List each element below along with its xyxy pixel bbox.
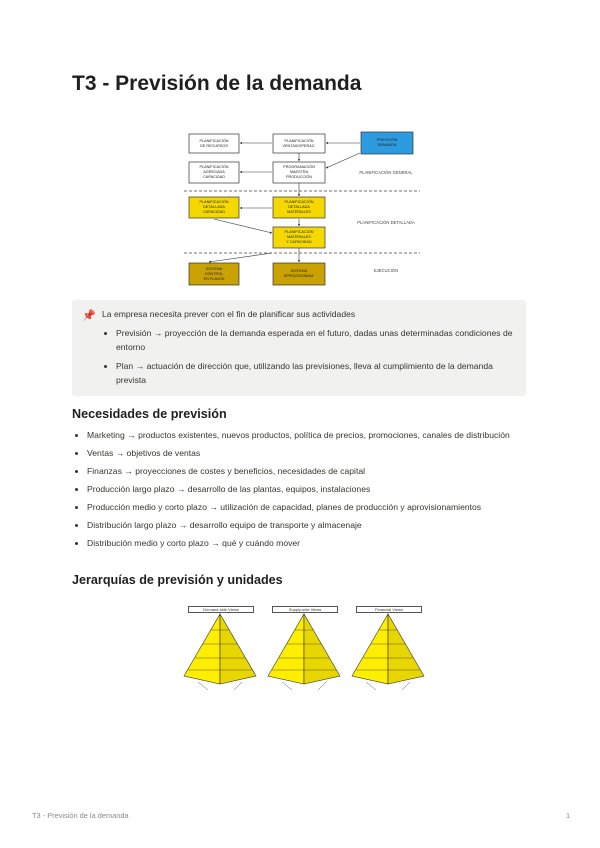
list-item: • Distribución largo plazo → desarrollo equipo de transporte y almacenaje <box>87 519 541 532</box>
svg-text:DEMANDA: DEMANDA <box>377 143 397 147</box>
flow-box <box>189 263 239 285</box>
svg-text:PLANIFICACIÓN: PLANIFICACIÓN <box>199 200 229 204</box>
flow-box <box>273 263 325 285</box>
list-item: • Finanzas → proyecciones de costes y beneficios, necesidades de capital <box>87 465 541 478</box>
level-label: EJECUCIÓN <box>373 268 399 273</box>
svg-text:MATERIALES: MATERIALES <box>287 210 311 214</box>
list-item: • Previsión → proyección de la demanda esperada en el futuro, dadas unas determinadas condiciones de entorno <box>116 326 520 354</box>
callout-box <box>72 300 526 396</box>
list-item: • Producción medio y corto plazo → utilización de capacidad, planes de producción y aprovisionamientos <box>87 501 541 514</box>
section-heading: Necesidades de previsión <box>72 407 227 421</box>
svg-text:PLANIFICACIÓN: PLANIFICACIÓN <box>284 230 314 234</box>
svg-text:CONTROL: CONTROL <box>204 272 224 276</box>
pyramid-diagram <box>262 604 346 694</box>
flowchart-diagram <box>184 128 420 290</box>
pyramid-title: Supply-side Views <box>272 606 338 613</box>
svg-text:PREVISIÓN: PREVISIÓN <box>376 138 398 142</box>
flow-box-forecast <box>361 132 413 154</box>
svg-text:MAESTRA: MAESTRA <box>289 170 309 174</box>
svg-text:PLANIFICACIÓN: PLANIFICACIÓN <box>199 139 229 143</box>
list-item: • Producción largo plazo → desarrollo de las plantas, equipos, instalaciones <box>87 483 541 496</box>
needs-list <box>72 429 541 555</box>
svg-text:CAPACIDAD: CAPACIDAD <box>203 175 225 179</box>
svg-text:PROGRAMACIÓN: PROGRAMACIÓN <box>283 165 315 169</box>
flow-box <box>273 134 325 153</box>
svg-text:VENTAS/OPERAC.: VENTAS/OPERAC. <box>282 144 316 148</box>
svg-text:AGREGADA: AGREGADA <box>203 170 225 174</box>
flow-box <box>273 162 325 183</box>
list-item: • Marketing → productos existentes, nuevos productos, política de precios, promociones, canales de distribución <box>87 429 541 442</box>
svg-text:PLANIFICACIÓN: PLANIFICACIÓN <box>284 139 314 143</box>
page-title: T3 - Previsión de la demanda <box>72 72 362 95</box>
flow-box <box>189 162 239 183</box>
list-item: • Plan → actuación de dirección que, utilizando las previsiones, lleva al cumplimiento de la demanda prevista <box>116 359 520 387</box>
footer-title: T3 - Previsión de la demanda <box>32 811 129 820</box>
svg-text:EN PLANTA: EN PLANTA <box>203 277 225 281</box>
svg-text:MATERIALES: MATERIALES <box>287 235 311 239</box>
svg-text:DE RECURSOS: DE RECURSOS <box>200 144 228 148</box>
svg-text:SISTEMA: SISTEMA <box>205 267 223 271</box>
pyramid-title: Financial Views <box>356 606 422 613</box>
section-heading: Jerarquías de previsión y unidades <box>72 573 283 587</box>
svg-text:PLANIFICACIÓN: PLANIFICACIÓN <box>199 165 229 169</box>
flow-box <box>189 197 239 218</box>
level-label: PLANIFICACIÓN DETALLADA <box>357 220 415 225</box>
svg-text:DETALLADA: DETALLADA <box>288 205 310 209</box>
pyramid-diagram <box>178 604 262 694</box>
callout-text: La empresa necesita prever con el fin de planificar sus actividades <box>102 309 356 319</box>
planning-flowchart <box>184 128 420 290</box>
flow-box <box>273 197 325 218</box>
svg-text:SISTEMA: SISTEMA <box>290 269 308 273</box>
pyramid-title: Demand-side Views <box>188 606 254 613</box>
list-item: • Ventas → objetivos de ventas <box>87 447 541 460</box>
svg-text:PLANIFICACIÓN: PLANIFICACIÓN <box>284 200 314 204</box>
level-label: PLANIFICACIÓN GENERAL <box>359 170 413 175</box>
svg-text:Y CAPACIDAD: Y CAPACIDAD <box>286 240 312 244</box>
pushpin-icon: 📌 <box>82 310 96 322</box>
svg-text:PRODUCCIÓN: PRODUCCIÓN <box>286 175 312 179</box>
list-item: • Distribución medio y corto plazo → qué y cuándo mover <box>87 537 541 550</box>
svg-text:APROVISIONAM.: APROVISIONAM. <box>283 274 315 278</box>
flow-box <box>273 227 325 248</box>
flow-box <box>189 134 239 153</box>
pyramid-diagram <box>346 604 430 694</box>
svg-text:CAPACIDAD: CAPACIDAD <box>203 210 225 214</box>
page-number: 1 <box>566 811 571 820</box>
svg-text:DETALLADA: DETALLADA <box>203 205 225 209</box>
callout-list <box>102 326 520 392</box>
